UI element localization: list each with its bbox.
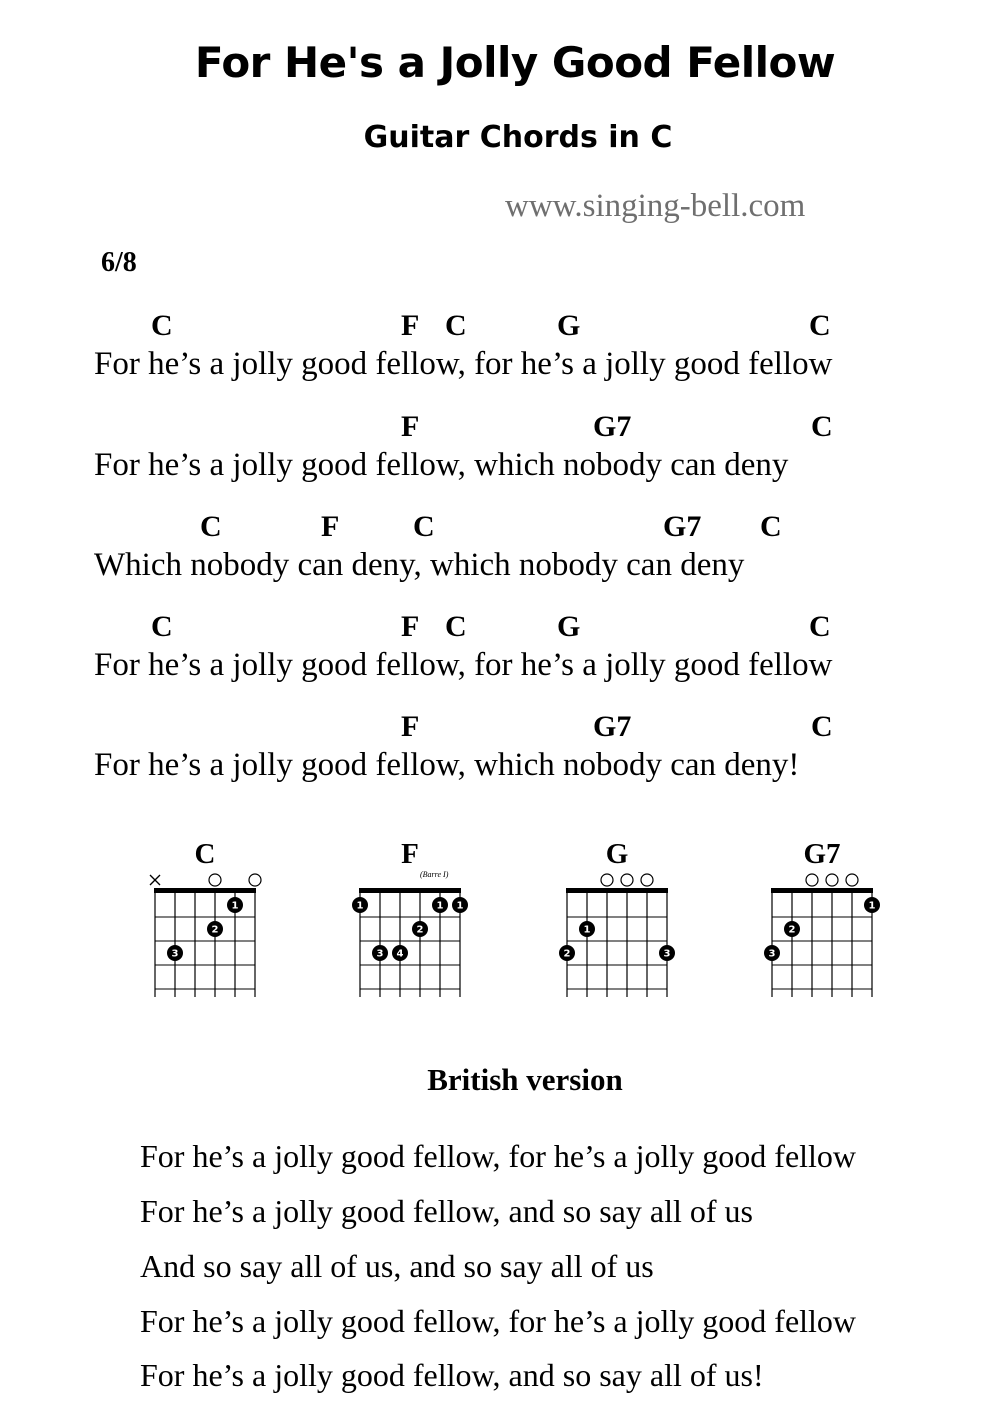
- svg-text:2: 2: [788, 924, 796, 936]
- svg-text:2: 2: [211, 924, 219, 936]
- finger-dot: [207, 921, 223, 937]
- chord-diagram-g: [557, 835, 677, 1005]
- svg-text:3: 3: [376, 948, 384, 960]
- chord-label: G7: [593, 710, 632, 743]
- chord-label: C: [445, 610, 467, 643]
- chord-label: C: [809, 309, 831, 342]
- chord-diagram-name: C: [194, 838, 216, 870]
- chord-label: C: [760, 510, 782, 543]
- chord-diagram-name: F: [401, 838, 419, 870]
- website-link[interactable]: www.singing-bell.com: [505, 188, 806, 224]
- chord-label: C: [445, 309, 467, 342]
- lyric-line: For he’s a jolly good fellow, for he’s a jolly good fellow: [94, 647, 833, 683]
- lyric-line: For he’s a jolly good fellow, for he’s a jolly good fellow: [94, 346, 833, 382]
- svg-text:1: 1: [436, 900, 444, 912]
- open-string-marker: [621, 874, 633, 886]
- finger-dot: [452, 897, 468, 913]
- svg-text:1: 1: [356, 900, 364, 912]
- chord-label: G: [557, 309, 581, 342]
- finger-dot: [864, 897, 880, 913]
- nut: [154, 888, 256, 893]
- finger-dot: [784, 921, 800, 937]
- nut: [771, 888, 873, 893]
- finger-dot: [392, 945, 408, 961]
- open-string-marker: [641, 874, 653, 886]
- british-lyric-line: And so say all of us, and so say all of us: [140, 1248, 654, 1284]
- british-lyric-line: For he’s a jolly good fellow, and so say all of us: [140, 1193, 753, 1229]
- svg-text:2: 2: [416, 924, 424, 936]
- svg-text:3: 3: [171, 948, 179, 960]
- lyric-line: For he’s a jolly good fellow, which nobody can deny!: [94, 747, 800, 783]
- chord-label: F: [401, 410, 420, 443]
- finger-dot: [764, 945, 780, 961]
- song-subtitle: Guitar Chords in C: [363, 120, 673, 155]
- finger-dot: [559, 945, 575, 961]
- svg-text:2: 2: [563, 948, 571, 960]
- chord-label: F: [401, 710, 420, 743]
- chord-label: C: [151, 610, 173, 643]
- finger-dot: [432, 897, 448, 913]
- chord-label: C: [811, 710, 833, 743]
- finger-dot: [579, 921, 595, 937]
- song-title: For He's a Jolly Good Fellow: [194, 38, 836, 87]
- open-string-marker: [601, 874, 613, 886]
- british-lyric-line: For he’s a jolly good fellow, for he’s a jolly good fellow: [140, 1138, 857, 1174]
- lyric-line: For he’s a jolly good fellow, which nobody can deny: [94, 447, 789, 483]
- nut: [359, 888, 461, 893]
- finger-dot: [412, 921, 428, 937]
- chord-diagram-c: [145, 835, 265, 1005]
- chord-diagram-f: [350, 835, 470, 1005]
- svg-text:1: 1: [456, 900, 464, 912]
- chord-label: G7: [593, 410, 632, 443]
- chord-label: F: [401, 610, 420, 643]
- nut: [566, 888, 668, 893]
- chord-diagram-name: G: [605, 838, 629, 870]
- open-string-marker: [249, 874, 261, 886]
- open-string-marker: [826, 874, 838, 886]
- british-version-heading: British version: [427, 1062, 623, 1097]
- svg-text:1: 1: [231, 900, 239, 912]
- svg-text:4: 4: [396, 948, 404, 960]
- muted-string-marker: [150, 875, 160, 885]
- chord-diagram-name: G7: [803, 838, 841, 870]
- finger-dot: [352, 897, 368, 913]
- british-lyric-line: For he’s a jolly good fellow, for he’s a jolly good fellow: [140, 1303, 857, 1339]
- svg-text:3: 3: [663, 948, 671, 960]
- open-string-marker: [806, 874, 818, 886]
- finger-dot: [659, 945, 675, 961]
- time-signature: 6/8: [101, 247, 137, 278]
- svg-text:1: 1: [583, 924, 591, 936]
- chord-label: C: [151, 309, 173, 342]
- svg-text:1: 1: [868, 900, 876, 912]
- barre-note: (Barre I): [420, 870, 449, 879]
- open-string-marker: [209, 874, 221, 886]
- finger-dot: [227, 897, 243, 913]
- chord-label: C: [413, 510, 435, 543]
- chord-label: G: [557, 610, 581, 643]
- chord-label: G7: [663, 510, 702, 543]
- svg-text:3: 3: [768, 948, 776, 960]
- chord-label: C: [200, 510, 222, 543]
- lyric-line: Which nobody can deny, which nobody can deny: [94, 547, 745, 583]
- finger-dot: [372, 945, 388, 961]
- chord-label: C: [809, 610, 831, 643]
- open-string-marker: [846, 874, 858, 886]
- chord-diagram-g7: [762, 835, 882, 1005]
- chord-label: C: [811, 410, 833, 443]
- chord-label: F: [401, 309, 420, 342]
- finger-dot: [167, 945, 183, 961]
- british-lyric-line: For he’s a jolly good fellow, and so say all of us!: [140, 1357, 764, 1393]
- chord-label: F: [321, 510, 340, 543]
